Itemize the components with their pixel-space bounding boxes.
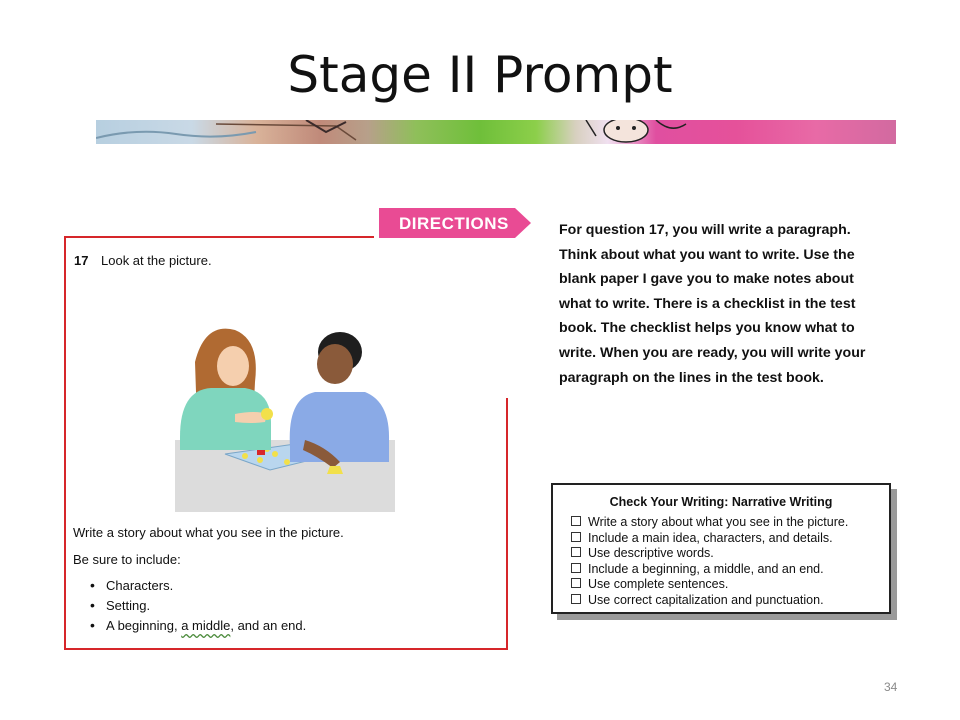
checklist-item-text: Use correct capitalization and punctuation.	[588, 592, 824, 607]
directions-line: blank paper I gave you to make notes about	[559, 271, 854, 288]
checkbox-icon	[571, 594, 581, 604]
directions-line: write. When you are ready, you will write your	[559, 344, 866, 361]
underlined-phrase: a middle	[181, 618, 231, 633]
checkbox-icon	[571, 563, 581, 573]
page-number: 34	[884, 680, 898, 694]
directions-line: Think about what you want to write. Use the	[559, 246, 855, 263]
directions-text	[559, 218, 929, 390]
include-label: Be sure to include:	[73, 552, 181, 567]
include-list	[84, 578, 306, 638]
directions-line: what to write. There is a checklist in the test	[559, 295, 856, 312]
list-item-text: Characters.	[106, 578, 174, 593]
directions-line: paragraph on the lines in the test book.	[559, 369, 824, 386]
question-instruction: Look at the picture.	[101, 253, 212, 268]
directions-tag-label: DIRECTIONS	[399, 214, 509, 233]
list-item-text: , and an end.	[230, 618, 307, 633]
checkbox-icon	[571, 516, 581, 526]
checklist-item-text: Use complete sentences.	[588, 577, 729, 592]
checklist-item-text: Use descriptive words.	[588, 546, 714, 561]
directions-line: For question 17, you will write a paragraph.	[559, 222, 851, 238]
question-number: 17	[74, 253, 89, 268]
list-item	[84, 598, 306, 618]
checklist-item	[571, 546, 848, 562]
children-playing-game-illustration	[175, 322, 395, 512]
write-story-instruction: Write a story about what you see in the picture.	[73, 525, 344, 540]
checkbox-icon	[571, 547, 581, 557]
slide-title: Stage II Prompt	[287, 46, 673, 104]
checklist-item	[571, 515, 848, 531]
checklist-item-text: Include a beginning, a middle, and an end.	[588, 561, 824, 576]
checklist-items	[571, 515, 848, 609]
checkbox-icon	[571, 532, 581, 542]
list-item-text: A beginning,	[106, 618, 178, 633]
checklist-item-text: Write a story about what you see in the picture.	[588, 515, 849, 529]
checklist-item	[571, 531, 848, 547]
list-item	[84, 618, 306, 638]
list-item	[84, 578, 306, 598]
directions-tag	[379, 208, 531, 238]
checklist-item	[571, 562, 848, 578]
checkbox-icon	[571, 578, 581, 588]
checklist-item	[571, 577, 848, 593]
decorative-banner-image	[96, 120, 896, 144]
writing-checklist	[551, 483, 894, 618]
directions-line: book. The checklist helps you know what to	[559, 320, 855, 337]
checklist-item	[571, 593, 848, 609]
checklist-item-text: Include a main idea, characters, and details.	[588, 530, 833, 545]
checklist-title: Check Your Writing: Narrative Writing	[609, 495, 833, 509]
list-item-text: Setting.	[106, 598, 151, 613]
